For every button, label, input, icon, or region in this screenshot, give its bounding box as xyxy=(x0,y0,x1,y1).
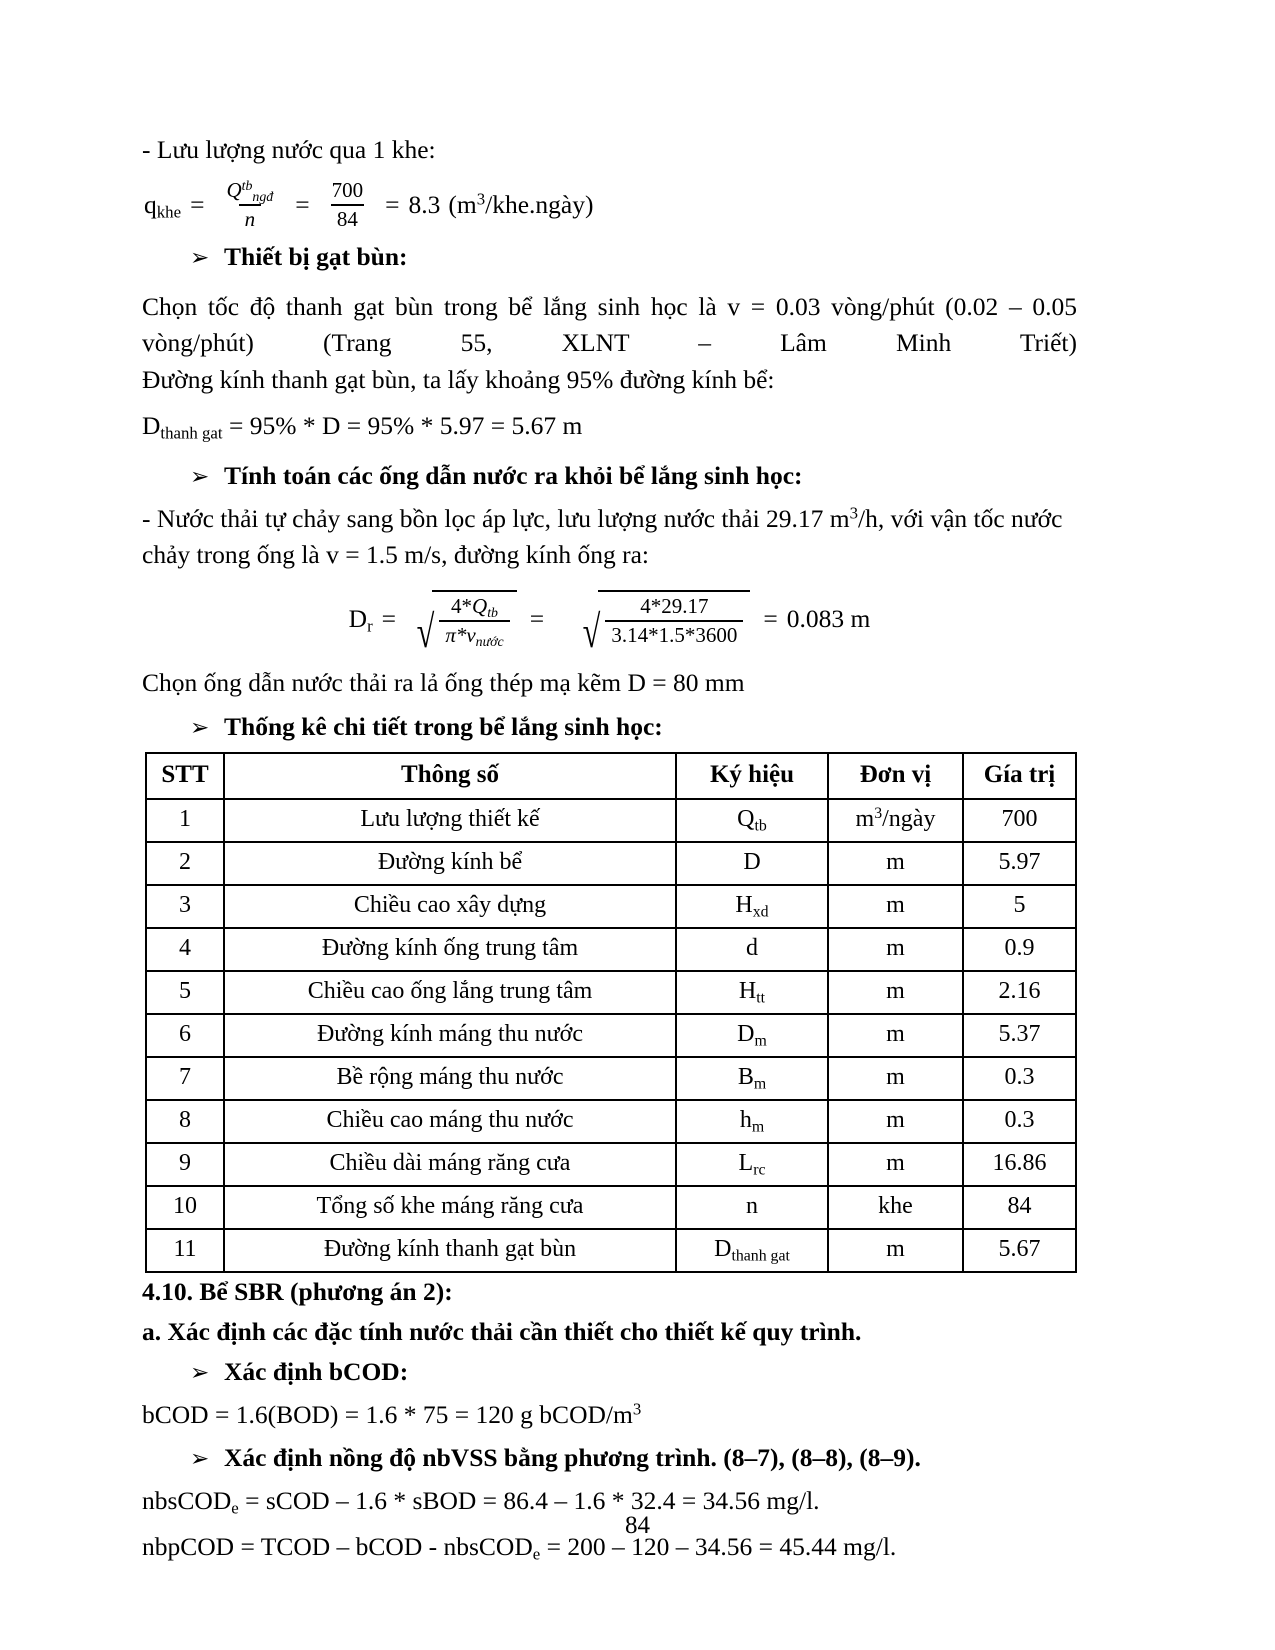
table-row xyxy=(146,1057,1076,1100)
paragraph-nuoc-thai-tu-chay: - Nước thải tự chảy sang bồn lọc áp lực, lưu lượng nước thải 29.17 $m^3/h$, với vận tốc nước chảy trong ống là v = 1.5 m/s, đường kính ống ra: xyxy=(142,503,1063,570)
column-header-ky-hieu: Ký hiệu xyxy=(676,753,828,799)
section-heading-4-10: 4.10. Bể SBR (phương án 2): xyxy=(142,1276,453,1306)
radicand xyxy=(432,590,516,648)
formula-d-r-eq3: = xyxy=(763,604,778,634)
cell-gia-tri: 0.3 xyxy=(963,1057,1076,1100)
formula-q-khe-eq1: = xyxy=(190,190,205,220)
spacer xyxy=(142,702,1077,712)
page-content xyxy=(142,132,1077,1565)
radical-icon: √ xyxy=(416,606,435,658)
fraction xyxy=(439,594,509,648)
cell-ky-hieu: $D_m$ xyxy=(676,1014,828,1057)
radicand xyxy=(598,590,750,648)
cell-thong-so: Đường kính thanh gạt bùn xyxy=(224,1229,676,1272)
page-number: 84 xyxy=(625,1512,650,1539)
table-row xyxy=(146,928,1076,971)
cell-ky-hieu: $L_{rc}$ xyxy=(676,1143,828,1186)
cell-stt: 5 xyxy=(146,971,224,1014)
cell-thong-so: Chiều cao ống lắng trung tâm xyxy=(224,971,676,1014)
formula-q-khe-unit: $(m^3/khe.ngày)$ xyxy=(448,189,594,220)
table-row xyxy=(146,842,1076,885)
fraction-denominator: 84 xyxy=(331,204,364,232)
cell-thong-so: Chiều cao máng thu nước xyxy=(224,1100,676,1143)
cell-thong-so: Đường kính máng thu nước xyxy=(224,1014,676,1057)
cell-ky-hieu: $H_{tt}$ xyxy=(676,971,828,1014)
statistics-table xyxy=(145,752,1077,1273)
cell-don-vi: m xyxy=(828,1100,963,1143)
cell-thong-so: Chiều dài máng răng cưa xyxy=(224,1143,676,1186)
cell-don-vi: m xyxy=(828,971,963,1014)
cell-stt: 7 xyxy=(146,1057,224,1100)
formula-d-r-sqrt-1 xyxy=(409,590,517,658)
formula-q-khe xyxy=(142,178,1077,232)
arrow-bullet-icon: ➢ xyxy=(190,1445,210,1471)
table-body xyxy=(146,799,1076,1272)
column-header-gia-tri: Gía trị xyxy=(963,753,1076,799)
cell-ky-hieu: D xyxy=(676,842,828,885)
cell-don-vi: khe xyxy=(828,1186,963,1229)
cell-thong-so: Tổng số khe máng răng cưa xyxy=(224,1186,676,1229)
formula-q-khe-lhs: $q_{khe}$ xyxy=(144,190,182,222)
cell-gia-tri: 5 xyxy=(963,885,1076,928)
table-row xyxy=(146,1229,1076,1272)
spacer xyxy=(142,1387,1077,1397)
cell-thong-so: Đường kính ống trung tâm xyxy=(224,928,676,971)
formula-d-thanh-gat: $D_{thanh gat} = 95\% * D = 95\% * 5.97 = 5.67$ m xyxy=(142,410,583,443)
statistics-table-wrapper xyxy=(145,752,1077,1273)
formula-d-r-sqrt-2 xyxy=(575,590,750,658)
paragraph-luu-luong-intro: - Lưu lượng nước qua 1 khe: xyxy=(142,135,436,164)
spacer xyxy=(142,1347,1077,1357)
cell-gia-tri: 5.67 xyxy=(963,1229,1076,1272)
formula-q-khe-fraction-2 xyxy=(326,178,370,232)
section-heading-a: a. Xác định các đặc tính nước thải cần thiết cho thiết kế quy trình. xyxy=(142,1316,862,1346)
formula-q-khe-eq2: = xyxy=(295,190,310,220)
formula-q-khe-eq3: = xyxy=(385,190,400,220)
cell-don-vi: m xyxy=(828,1057,963,1100)
spacer xyxy=(142,1307,1077,1317)
cell-stt: 6 xyxy=(146,1014,224,1057)
cell-ky-hieu: $H_{xd}$ xyxy=(676,885,828,928)
fraction-numerator: $4*Q_{tb}$ xyxy=(451,594,498,621)
fraction xyxy=(605,594,743,648)
cell-stt: 9 xyxy=(146,1143,224,1186)
spacer xyxy=(142,648,1077,665)
heading-xac-dinh-nbvss xyxy=(142,1443,1077,1473)
heading-label: Thống kê chi tiết trong bể lắng sinh học: xyxy=(224,711,663,741)
paragraph-duong-kinh-thanh-gat: Đường kính thanh gạt bùn, ta lấy khoảng 95% đường kính bể: xyxy=(142,364,775,394)
spacer xyxy=(142,1473,1077,1483)
cell-ky-hieu: $h_m$ xyxy=(676,1100,828,1143)
cell-thong-so: Chiều cao xây dựng xyxy=(224,885,676,928)
cell-stt: 4 xyxy=(146,928,224,971)
formula-d-r-result: 0.083 m xyxy=(786,604,871,634)
paragraph-chon-ong-dan: Chọn ống dẫn nước thải ra lả ống thép mạ kẽm D = 80 mm xyxy=(142,668,745,698)
arrow-bullet-icon: ➢ xyxy=(190,464,210,490)
heading-label: Xác định nồng độ nbVSS bằng phương trình. (8–7), (8–8), (8–9). xyxy=(224,1442,921,1472)
cell-gia-tri: 84 xyxy=(963,1186,1076,1229)
spacer xyxy=(142,573,1077,590)
table-row xyxy=(146,1100,1076,1143)
fraction-denominator: $\pi*v_{nước}$ xyxy=(439,620,509,648)
cell-gia-tri: 700 xyxy=(963,799,1076,842)
spacer xyxy=(142,491,1077,501)
formula-d-r xyxy=(142,590,1077,658)
table-header-row xyxy=(146,753,1076,799)
cell-ky-hieu: $D_{thanh gat}$ xyxy=(676,1229,828,1272)
table-row xyxy=(146,1143,1076,1186)
heading-thiet-bi-gat-bun xyxy=(142,242,1077,272)
table-row xyxy=(146,799,1076,842)
spacer xyxy=(142,232,1077,242)
table-row xyxy=(146,1014,1076,1057)
arrow-bullet-icon: ➢ xyxy=(190,245,210,271)
spacer xyxy=(142,398,1077,408)
formula-q-khe-result: 8.3 xyxy=(408,190,441,220)
fraction-denominator: 3.14*1.5*3600 xyxy=(605,620,743,648)
cell-ky-hieu: $Q_{tb}$ xyxy=(676,799,828,842)
line-nbscod-calculation: nbsCOD$_e$ = sCOD – 1.6 * sBOD = 86.4 – 1.6 * 32.4 = 34.56 mg/l. xyxy=(142,1485,820,1518)
cell-gia-tri: 0.9 xyxy=(963,928,1076,971)
table-row xyxy=(146,1186,1076,1229)
column-header-thong-so: Thông số xyxy=(224,753,676,799)
cell-gia-tri: 5.97 xyxy=(963,842,1076,885)
line-bcod-calculation: bCOD = 1.6(BOD) = 1.6 * 75 = 120 g bCOD/$m^3$ xyxy=(142,1398,642,1429)
line-nbpcod-calculation: nbpCOD = TCOD – bCOD - nbsCOD$_e$ = 200 – 120 – 34.56 = 45.44 mg/l. xyxy=(142,1532,897,1564)
cell-don-vi: m xyxy=(828,1229,963,1272)
column-header-stt: STT xyxy=(146,753,224,799)
cell-stt: 1 xyxy=(146,799,224,842)
table-row xyxy=(146,885,1076,928)
formula-q-khe-fraction-1 xyxy=(220,178,279,232)
table-row xyxy=(146,971,1076,1014)
cell-ky-hieu: n xyxy=(676,1186,828,1229)
cell-don-vi: m xyxy=(828,885,963,928)
cell-stt: 10 xyxy=(146,1186,224,1229)
spacer xyxy=(142,1433,1077,1443)
heading-label: Thiết bị gạt bùn: xyxy=(224,242,408,272)
spacer xyxy=(142,272,1077,289)
cell-thong-so: Đường kính bể xyxy=(224,842,676,885)
spacer xyxy=(142,444,1077,461)
cell-don-vi: m xyxy=(828,1143,963,1186)
cell-stt: 3 xyxy=(146,885,224,928)
cell-thong-so: Lưu lượng thiết kế xyxy=(224,799,676,842)
cell-stt: 2 xyxy=(146,842,224,885)
cell-thong-so: Bề rộng máng thu nước xyxy=(224,1057,676,1100)
cell-gia-tri: 2.16 xyxy=(963,971,1076,1014)
arrow-bullet-icon: ➢ xyxy=(190,714,210,740)
heading-tinh-toan-ong-dan xyxy=(142,461,1077,491)
arrow-bullet-icon: ➢ xyxy=(190,1359,210,1385)
cell-don-vi: m xyxy=(828,842,963,885)
cell-gia-tri: 5.37 xyxy=(963,1014,1076,1057)
heading-label: Xác định bCOD: xyxy=(224,1356,409,1386)
fraction-denominator: n xyxy=(239,204,262,232)
fraction-numerator: 4*29.17 xyxy=(640,594,709,619)
cell-stt: 11 xyxy=(146,1229,224,1272)
formula-d-r-eq1: = xyxy=(381,604,397,634)
cell-gia-tri: 0.3 xyxy=(963,1100,1076,1143)
cell-ky-hieu: d xyxy=(676,928,828,971)
column-header-don-vi: Đơn vị xyxy=(828,753,963,799)
cell-don-vi: m xyxy=(828,928,963,971)
spacer xyxy=(142,168,1077,178)
spacer xyxy=(142,742,1077,752)
radical-icon: √ xyxy=(582,606,601,658)
heading-label: Tính toán các ống dẫn nước ra khỏi bể lắng sinh học: xyxy=(224,461,803,491)
heading-thong-ke-chi-tiet xyxy=(142,712,1077,742)
fraction-numerator: $Q^{tb}_{ngđ}$ xyxy=(226,178,274,205)
paragraph-toc-do-thanh-gat: Chọn tốc độ thanh gạt bùn trong bể lắng sinh học là v = 0.03 vòng/phút (0.02 – 0.05 vòng/phút) (Trang 55, XLNT – Lâm Minh Triết) xyxy=(142,292,1077,358)
cell-stt: 8 xyxy=(146,1100,224,1143)
heading-xac-dinh-bcod xyxy=(142,1357,1077,1387)
cell-gia-tri: 16.86 xyxy=(963,1143,1076,1186)
cell-don-vi: m xyxy=(828,1014,963,1057)
formula-d-r-lhs: $D_r$ xyxy=(348,604,373,637)
formula-d-r-eq2: = xyxy=(529,604,545,634)
fraction-numerator: 700 xyxy=(331,178,364,203)
cell-don-vi: $m^3$/ngày xyxy=(828,799,963,842)
cell-ky-hieu: $B_m$ xyxy=(676,1057,828,1100)
